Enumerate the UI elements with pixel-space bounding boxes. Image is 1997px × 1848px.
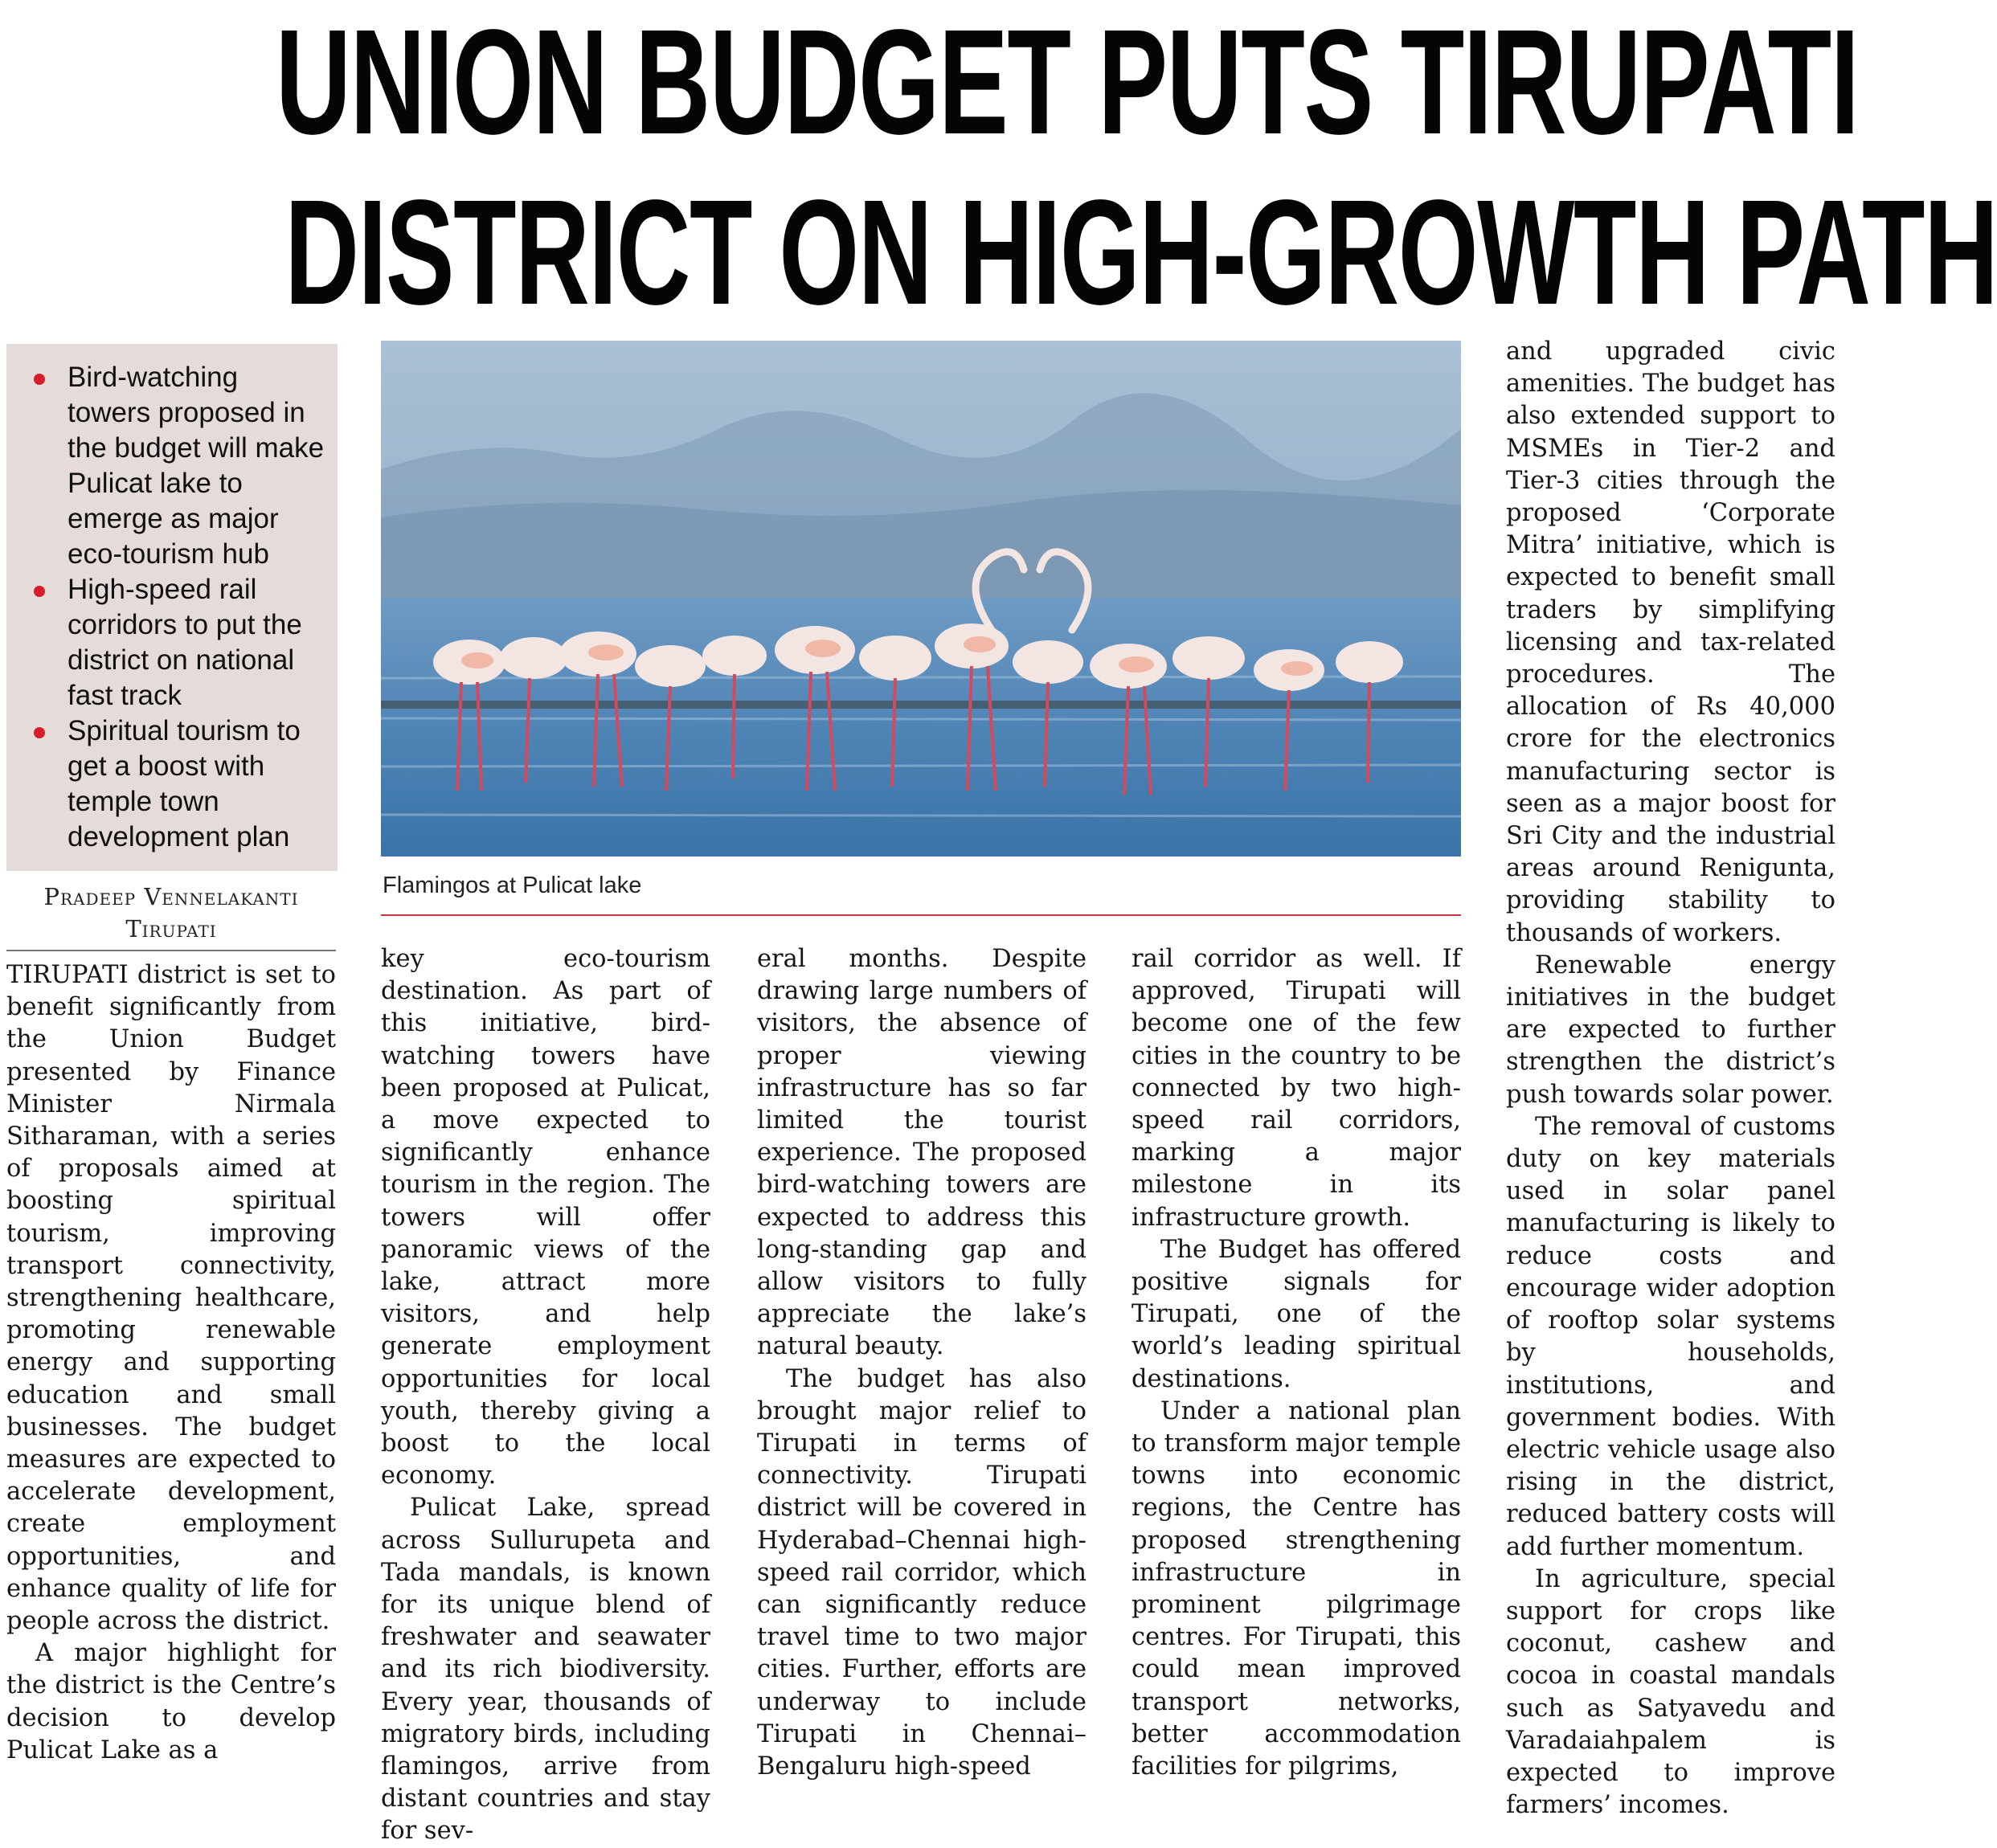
article-column-2: [381, 943, 710, 1846]
paragraph: key eco-tourism destination. As part of this initiative, bird-watching towers have been proposed at Pulicat, a move expected to significantly enhance tourism in the region. The towers will offer panoramic views of the lake, attract more visitors, and help generate employment opportunities for local youth, thereby giving a boost to the local economy.: [381, 945, 710, 1490]
article-column-1: [6, 959, 336, 1764]
byline-place: Tirupati: [125, 915, 217, 942]
caption-divider: [381, 914, 1461, 916]
flamingo-photo: [381, 341, 1461, 857]
article-column-5: [1506, 336, 1835, 1820]
paragraph: The budget has also brought major relief to Tirupati in terms of connectivity. Tirupati district will be covered in Hyderabad–Chennai high-speed rail corridor, which can significantly reduce travel time to two major cities. Further, efforts are underway to include Tirupati in Chennai–Bengaluru high-speed: [757, 1364, 1086, 1781]
paragraph: The removal of customs duty on key materials used in solar panel manufacturing is likely to reduce costs and encourage wider adoption of rooftop solar systems by households, institutions, and government bodies. With electric vehicle usage also rising in the district, reduced battery costs will add further momentum.: [1506, 1112, 1835, 1561]
paragraph: and upgraded civic amenities. The budget has also extended support to MSMEs in Tier-2 and Tier-3 cities through the proposed ‘Corporate Mitra’ initiative, which is expected to benefit small traders by simplifying licensing and tax-related procedures. The allocation of Rs 40,000 crore for the electronics manufacturing sector is seen as a major boost for Sri City and the industrial areas around Renigunta, providing stability to thousands of workers.: [1506, 337, 1835, 947]
paragraph: rail corridor as well. If approved, Tirupati will become one of the few cities in the country to be connected by two high-speed rail corridors, marking a major milestone in its infrastructure growth.: [1131, 945, 1461, 1232]
paragraph: eral months. Despite drawing large numbers of visitors, the absence of proper viewing infrastructure has so far limited the tourist experience. The proposed bird-watching towers are expected to address this long-standing gap and allow visitors to fully appreciate the lake’s natural beauty.: [757, 945, 1086, 1361]
highlight-item: High-speed rail corridors to put the district on national fast track: [29, 572, 325, 713]
photo-caption: Flamingos at Pulicat lake: [383, 873, 642, 898]
bullet-icon: [34, 586, 45, 597]
flamingo-photo-illustration: [381, 341, 1461, 857]
highlight-item: Spiritual tourism to get a boost with temple town development plan: [29, 713, 325, 855]
bullet-icon: [34, 727, 45, 738]
paragraph: The Budget has offered positive signals for Tirupati, one of the world’s leading spiritual destinations.: [1131, 1235, 1461, 1393]
article-column-3: [757, 943, 1086, 1781]
byline: [6, 881, 336, 945]
paragraph: Renewable energy initiatives in the budget are expected to further strengthen the district’s push towards solar power.: [1506, 951, 1835, 1109]
paragraph: Under a national plan to transform major temple towns into economic regions, the Centre has proposed strengthening infrastructure in prominent pilgrimage centres. For Tirupati, this could mean improved transport networks, better accommodation facilities for pilgrims,: [1131, 1396, 1461, 1781]
byline-divider: [6, 950, 336, 951]
paragraph: TIRUPATI district is set to benefit significantly from the Union Budget presented by Finance Minister Nirmala Sitharaman, with a series of proposals aimed at boosting spiritual tourism, improving transport connectivity, strengthening healthcare, promoting renewable energy and supporting education and small businesses. The budget measures are expected to accelerate development, create employment opportunities, and enhance quality of life for people across the district.: [6, 961, 336, 1636]
bullet-icon: [34, 374, 45, 385]
highlights-box: [6, 344, 338, 871]
paragraph: Pulicat Lake, spread across Sullurupeta and Tada mandals, is known for its unique blend of freshwater and seawater and its rich biodiversity. Every year, thousands of migratory birds, including flamingos, arrive from distant countries and stay for sev-: [381, 1494, 710, 1846]
highlight-item: Bird-watching towers proposed in the budget will make Pulicat lake to emerge as major eco-tourism hub: [29, 360, 325, 572]
paragraph: A major highlight for the district is the Centre’s decision to develop Pulicat Lake as a: [6, 1639, 336, 1764]
headline-line-2: DISTRICT ON HIGH-GROWTH PATH: [284, 170, 1997, 336]
article-column-4: [1131, 943, 1461, 1781]
headline-line-1: UNION BUDGET PUTS TIRUPATI: [275, 0, 1859, 166]
paragraph: In agriculture, special support for crops like coconut, cashew and cocoa in coastal mandals such as Satyavedu and Varadaiahpalem is expected to improve farmers’ incomes.: [1506, 1564, 1835, 1820]
byline-author: Pradeep Vennelakanti: [43, 883, 299, 910]
highlights-list: [29, 360, 325, 855]
